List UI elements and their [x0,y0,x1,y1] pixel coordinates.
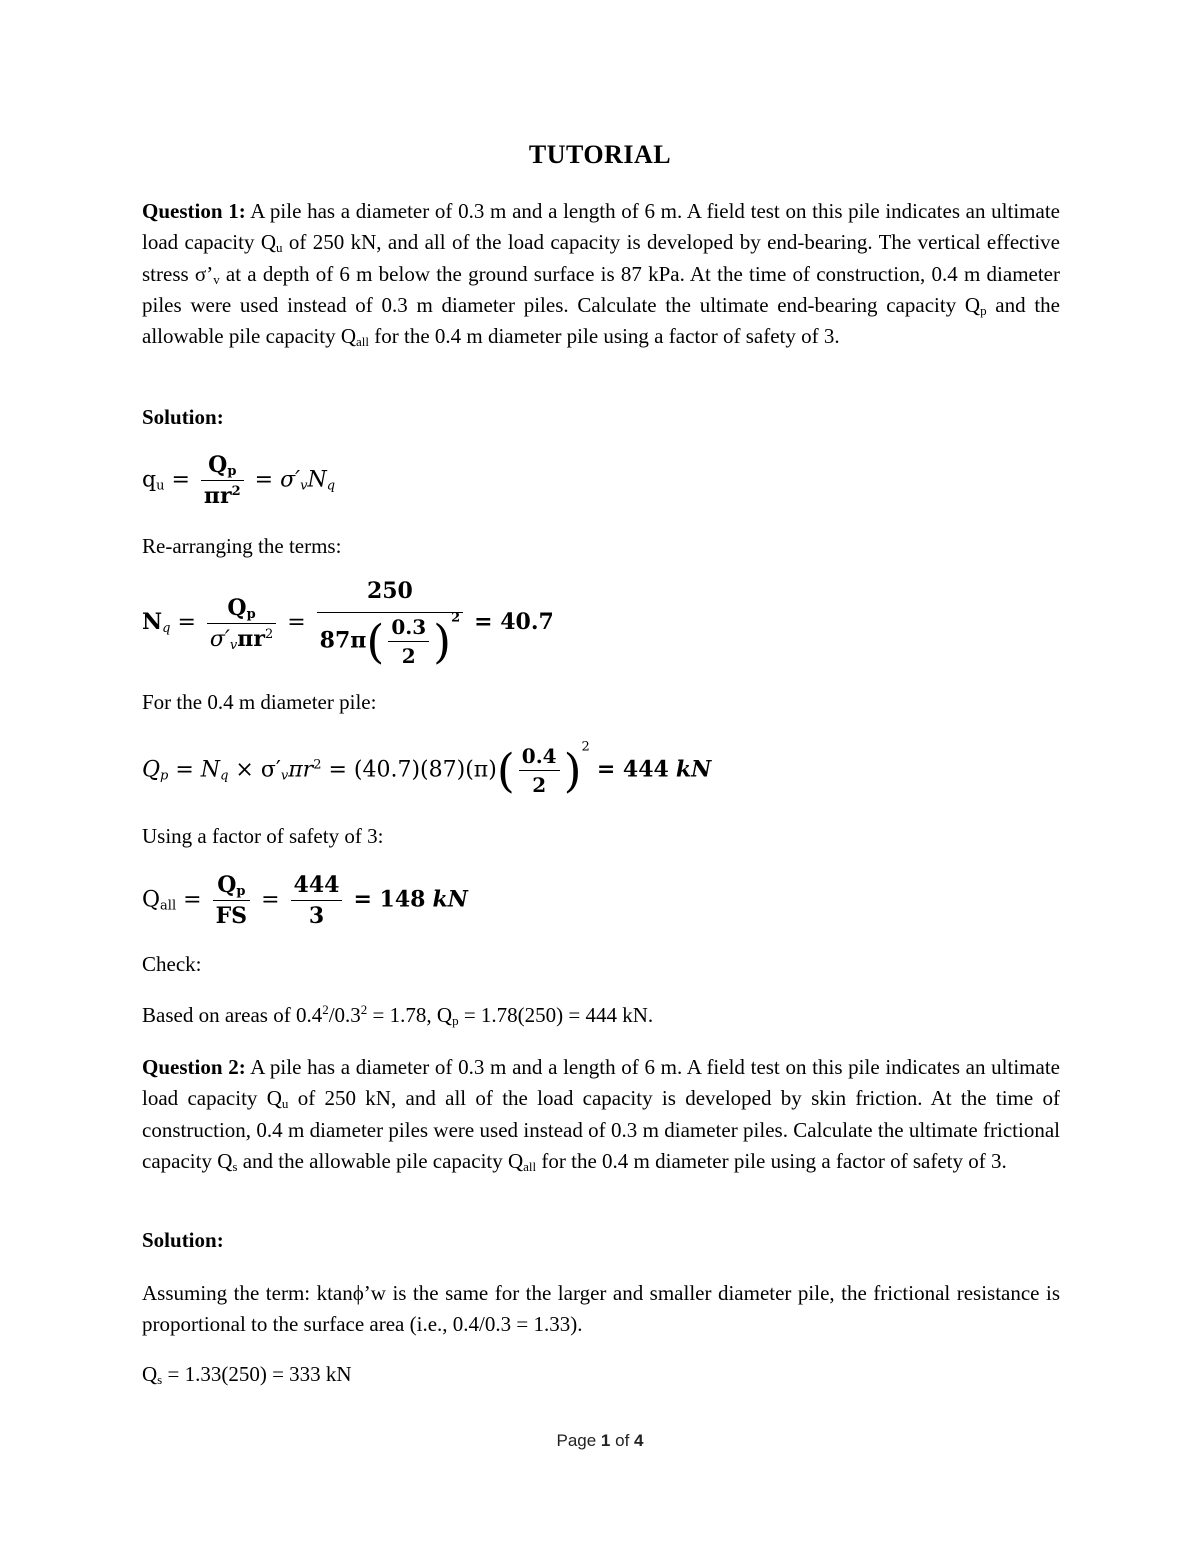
equation-nq: $N_q$ = $\frac{Q_p}{\sigma'_v\pi r^2}$ = 250 87π( $\frac{0.3}{2}$ )$^2$ = 40.7 [142,578,554,669]
qs-result-line: $Q_s = 1.33(250) = 333$ kN [142,1362,352,1387]
page-title: TUTORIAL [528,140,672,169]
equation-qall: $Q_{all}$ = $\frac{Q_p}{FS}$ = $\frac{444}{3}$ = 148 kN [142,872,468,929]
question-2-paragraph: Question 2: A pile has a diameter of 0.3 m and a length of 6 m. A field test on this pile indicates an ultimate load capacity $Q_u$ of 250 kN, and all of the load capacity is developed by skin friction. At the time of construction, 0.4 m diameter piles were used instead of 0.3 m diameter piles. Calculate the ultimate frictional capacity $Q_s$ and the allowable pile capacity $Q_{all}$ for the 0.4 m diameter pile using a factor of safety of 3. [142,1055,1060,1174]
rearrange-text: Re-arranging the terms: [142,534,342,558]
question-2-label: Question 2: [142,1055,246,1079]
page-footer: Page 1 of 4 [556,1431,644,1450]
question-1-label: Question 1: [142,199,246,223]
equation-qp: $Q_p = N_q \times \sigma'_v\pi r^2 = (40.7)(87)(\pi)$( $\frac{0.4}{2}$ )$^2$ = 444 kN [142,739,712,798]
check-line: Based on areas of $0.4^2/0.3^2 = 1.78$, $Q_p = 1.78(250) = 444$ kN. [142,1002,654,1028]
solution-2-label: Solution: [142,1228,224,1252]
question-1-paragraph: Question 1: A pile has a diameter of 0.3 m and a length of 6 m. A field test on this pile indicates an ultimate load capacity $Q_u$ of 250 kN, and all of the load capacity is developed by end-bearing. The vertical effective stress $\sigma’_v$ at a depth of 6 m below the ground surface is 87 kPa. At the time of construction, 0.4 m diameter piles were used instead of 0.3 m diameter piles. Calculate the ultimate end-bearing capacity $Q_p$ and the allowable pile capacity $Q_{all}$ for the 0.4 m diameter pile using a factor of safety of 3. [142,199,1060,350]
larger-pile-text: For the 0.4 m diameter pile: [142,690,377,714]
assumption-paragraph: Assuming the term: ktanϕ’w is the same for the larger and smaller diameter pile, the frictional resistance is proportional to the surface area (i.e., 0.4/0.3 = 1.33). [142,1281,1060,1337]
solution-1-label: Solution: [142,405,224,429]
fs-text: Using a factor of safety of 3: [142,824,384,848]
check-label: Check: [142,952,202,976]
equation-qu: $q_u$ = $\frac{Q_p}{\pi r^2}$ = $\sigma'_vN_q$ [142,452,336,509]
